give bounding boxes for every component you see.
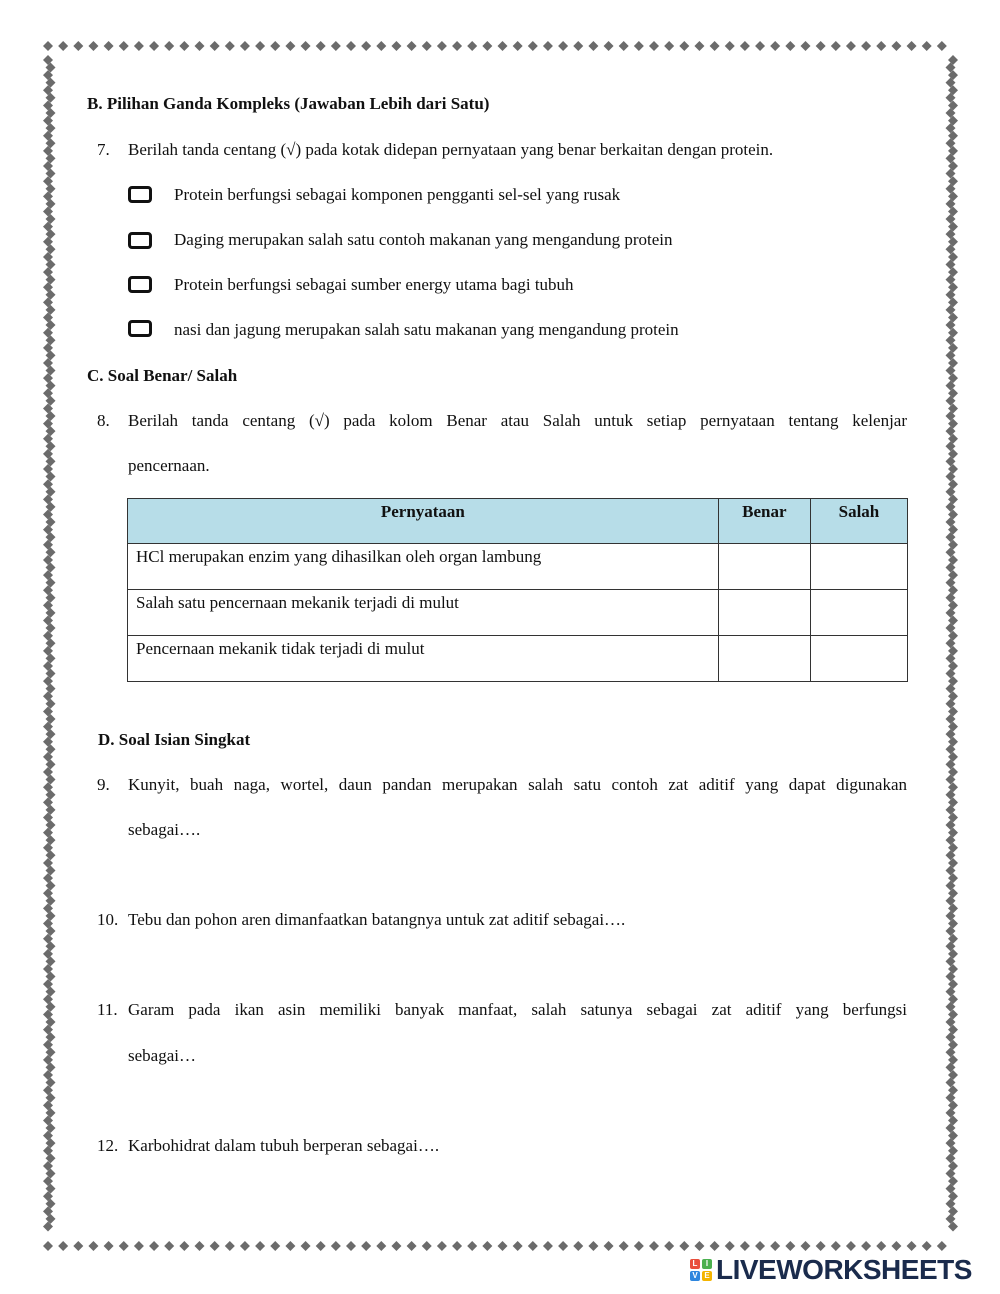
header-pernyataan: Pernyataan [128, 499, 719, 544]
q8-text-line1: Berilah tanda centang (√) pada kolom Benar atau Salah untuk setiap pernyataan tentang kelenjar [128, 411, 907, 430]
q12-number: 12. [97, 1136, 119, 1155]
section-b-title: B. Pilihan Ganda Kompleks (Jawaban Lebih dari Satu) [87, 94, 490, 113]
q7-option-2-checkbox[interactable] [128, 232, 152, 249]
section-c-title: C. Soal Benar/ Salah [87, 366, 238, 385]
q7-option-3-checkbox[interactable] [128, 276, 152, 293]
q10-number: 10. [97, 910, 119, 929]
q9-text-line2: sebagai…. [128, 820, 201, 839]
benar-answer-cell[interactable] [718, 590, 810, 636]
q7-option-4-checkbox[interactable] [128, 320, 152, 337]
q9-text-line1: Kunyit, buah naga, wortel, daun pandan merupakan salah satu contoh zat aditif yang dapat digunakan [128, 775, 907, 794]
salah-answer-cell[interactable] [810, 636, 907, 682]
statement-cell: HCl merupakan enzim yang dihasilkan oleh organ lambung [128, 544, 719, 590]
q8-table [127, 498, 908, 682]
table-row [128, 590, 908, 636]
q7-text: Berilah tanda centang (√) pada kotak didepan pernyataan yang benar berkaitan dengan protein. [128, 140, 774, 159]
q7-option-3-text: Protein berfungsi sebagai sumber energy utama bagi tubuh [174, 275, 574, 294]
q7-option-1-text: Protein berfungsi sebagai komponen pengganti sel-sel yang rusak [174, 185, 621, 204]
logo-letter-e: E [702, 1271, 712, 1281]
benar-answer-cell[interactable] [718, 636, 810, 682]
salah-answer-cell[interactable] [810, 544, 907, 590]
logo-letter-v: V [690, 1271, 700, 1281]
liveworksheets-text: LIVEWORKSHEETS [716, 1254, 972, 1285]
salah-answer-cell[interactable] [810, 590, 907, 636]
q12-text: Karbohidrat dalam tubuh berperan sebagai…. [128, 1136, 440, 1155]
liveworksheets-logo [690, 1256, 972, 1284]
header-benar: Benar [718, 499, 810, 544]
statement-cell: Salah satu pencernaan mekanik terjadi di mulut [128, 590, 719, 636]
logo-letter-i: I [702, 1259, 712, 1269]
header-salah: Salah [810, 499, 907, 544]
logo-letter-l: L [690, 1259, 700, 1269]
liveworksheets-icon [690, 1259, 712, 1281]
q7-option-2-text: Daging merupakan salah satu contoh makanan yang mengandung protein [174, 230, 673, 249]
q11-text-line2: sebagai… [128, 1046, 196, 1065]
table-row [128, 636, 908, 682]
q11-text-line1: Garam pada ikan asin memiliki banyak manfaat, salah satunya sebagai zat aditif yang berfungsi [128, 1000, 907, 1019]
benar-answer-cell[interactable] [718, 544, 810, 590]
q9-number: 9. [97, 775, 110, 794]
q7-option-4-text: nasi dan jagung merupakan salah satu makanan yang mengandung protein [174, 320, 679, 339]
statement-cell: Pencernaan mekanik tidak terjadi di mulut [128, 636, 719, 682]
q10-text: Tebu dan pohon aren dimanfaatkan batangnya untuk zat aditif sebagai…. [128, 910, 626, 929]
q7-number: 7. [97, 140, 110, 159]
q7-option-1-checkbox[interactable] [128, 186, 152, 203]
section-d-title: D. Soal Isian Singkat [98, 730, 251, 749]
q11-number: 11. [97, 1000, 118, 1019]
table-header-row [128, 499, 908, 544]
q8-number: 8. [97, 411, 110, 430]
q8-text-line2: pencernaan. [128, 456, 210, 475]
table-row [128, 544, 908, 590]
